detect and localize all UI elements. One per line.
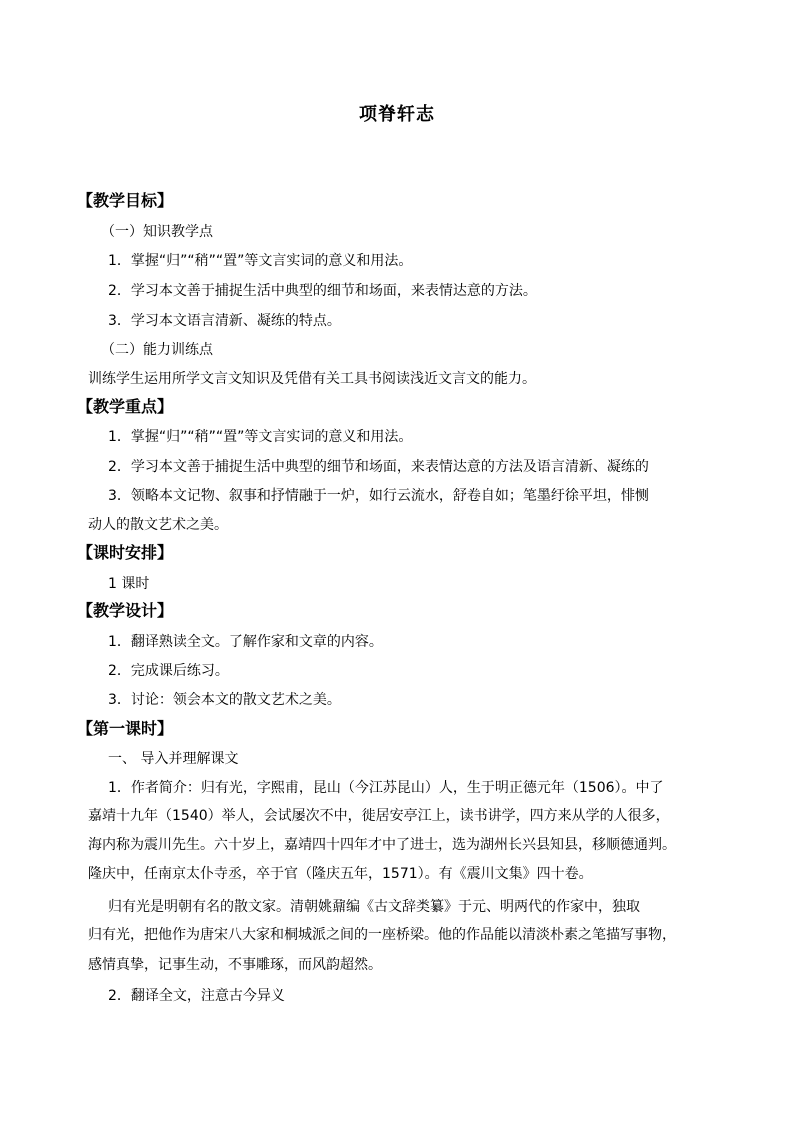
list-item: 1．掌握“归”“稍”“置”等文言实词的意义和用法。 [108,429,413,445]
paragraph-line: 海内称为震川先生。六十岁上，嘉靖四十四年才中了进士，选为湖州长兴县知县，移顺德通判。 [88,837,676,853]
list-item: 1．掌握“归”“稍”“置”等文言实词的意义和用法。 [108,253,413,269]
section-heading-first-lesson: 【第一课时】 [77,719,174,738]
subheading-introduction: 一、 导入并理解课文 [108,751,239,767]
list-item: 3．讨论：领会本文的散文艺术之美。 [108,692,341,708]
subheading-ability: （二）能力训练点 [101,342,213,358]
list-item: 1．翻译熟读全文。了解作家和文章的内容。 [108,634,383,650]
paragraph-line: 嘉靖十九年（1540）举人，会试屡次不中，徙居安亭江上，读书讲学，四方来从学的人很多， [88,808,670,824]
list-item: 2．翻译全文，注意古今异义 [108,988,285,1004]
list-item: 2．完成课后练习。 [108,663,229,679]
paragraph-line: 动人的散文艺术之美。 [88,517,228,533]
paragraph-line: 1 课时 [108,576,150,592]
paragraph-line: 1．作者简介：归有光，字熙甫，昆山（今江苏昆山）人，生于明正德元年（1506）。中了 [108,780,664,796]
paragraph-line: 隆庆中，任南京太仆寺丞，卒于官（隆庆五年，1571）。有《震川文集》四十卷。 [88,866,593,882]
list-item: 3．领略本文记物、叙事和抒情融于一炉，如行云流水，舒卷自如；笔墨纡徐平坦，悱恻 [108,488,649,504]
list-item: 3．学习本文语言清新、凝练的特点。 [108,313,341,329]
page-title: 项脊轩志 [359,104,435,125]
section-heading-teaching-design: 【教学设计】 [77,601,174,620]
paragraph-line: 感情真挚，记事生动，不事雕琢，而风韵超然。 [88,957,382,973]
subheading-knowledge: （一）知识教学点 [101,224,213,240]
paragraph-line: 归有光，把他作为唐宋八大家和桐城派之间的一座桥梁。他的作品能以清淡朴素之笔描写事物， [88,927,676,943]
section-heading-schedule: 【课时安排】 [77,543,174,562]
list-item: 2．学习本文善于捕捉生活中典型的细节和场面，来表情达意的方法。 [108,283,537,299]
list-item: 2．学习本文善于捕捉生活中典型的细节和场面，来表情达意的方法及语言清新、凝练的 [108,459,649,475]
paragraph-line: 归有光是明朝有名的散文家。清朝姚鼐编《古文辞类纂》于元、明两代的作家中，独取 [108,899,640,915]
section-heading-key-points: 【教学重点】 [77,397,174,416]
paragraph-line: 训练学生运用所学文言文知识及凭借有关工具书阅读浅近文言文的能力。 [88,371,536,387]
section-heading-teaching-goals: 【教学目标】 [77,191,174,210]
